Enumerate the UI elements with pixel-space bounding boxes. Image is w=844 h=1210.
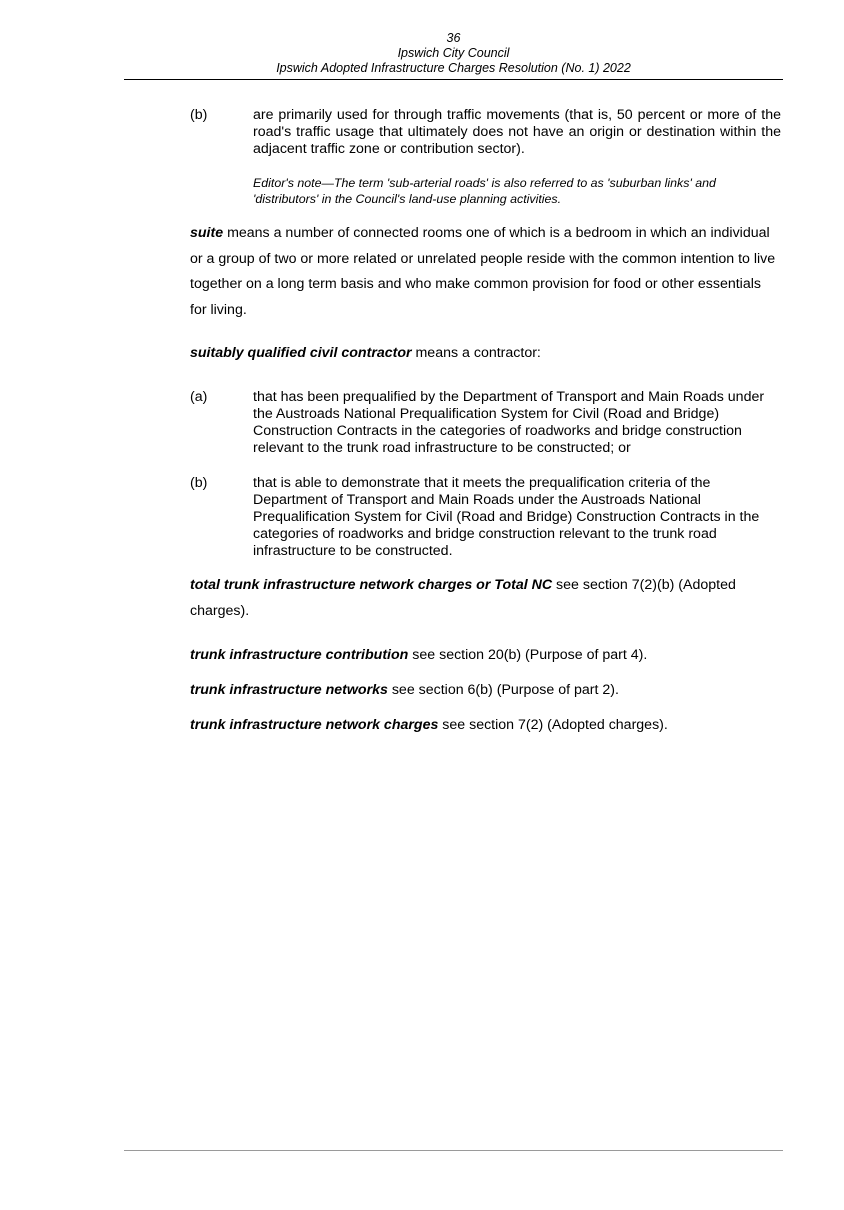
item-text: that has been prequalified by the Department of Transport and Main Roads under the Austroads National Prequalification System for Civil (Road and Bridge) Construction Contracts in the categories of roadworks and bridge construction relevant to the trunk road infrastructure to be constructed; or bbox=[253, 389, 765, 456]
item-label: (a) bbox=[190, 389, 208, 405]
document-title: Ipswich Adopted Infrastructure Charges Resolution (No. 1) 2022 bbox=[276, 61, 631, 75]
definition-term: trunk infrastructure network charges bbox=[190, 717, 439, 733]
definition-trunk-infrastructure-networks bbox=[190, 682, 780, 699]
editors-note: Editor's note—The term 'sub-arterial roads' is also referred to as 'suburban links' and 'distributors' in the Council's land-use planning activities. bbox=[253, 176, 716, 206]
definition-text: means a contractor: bbox=[411, 345, 541, 361]
definition-text: means a number of connected rooms one of which is a bedroom in which an individual or a group of two or more related or unrelated people reside with the common intention to live together on a long term basis and who make common provision for food or other essentials for living. bbox=[190, 225, 776, 318]
item-text: that is able to demonstrate that it meets the prequalification criteria of the Department of Transport and Main Roads under the Austroads National Prequalification System for Civil (Road and Bridge) Construction Contracts in the categories of roadworks and bridge construction relevant to the trunk road infrastructure to be constructed. bbox=[253, 475, 760, 559]
item-label: (b) bbox=[190, 107, 208, 123]
definition-suitably-qualified-civil-contractor bbox=[190, 345, 780, 362]
header-rule bbox=[124, 79, 783, 80]
definition-text: see section 7(2)(b) (Adopted charges). bbox=[190, 577, 736, 619]
definition-trunk-infrastructure-network-charges bbox=[190, 717, 780, 734]
definition-term: total trunk infrastructure network charges or Total NC bbox=[190, 577, 553, 593]
item-text: are primarily used for through traffic movements (that is, 50 percent or more of the road's traffic usage that ultimately does not have an origin or destination within the adjacent traffic zone or contribution sector). bbox=[253, 107, 781, 157]
council-name: Ipswich City Council bbox=[397, 46, 510, 60]
definition-term: suite bbox=[190, 225, 224, 241]
item-label: (b) bbox=[190, 475, 208, 491]
definition-trunk-infrastructure-contribution bbox=[190, 647, 780, 664]
definition-suite bbox=[190, 221, 780, 323]
page-number: 36 bbox=[446, 31, 461, 45]
definition-total-nc bbox=[190, 573, 780, 624]
page-header bbox=[124, 31, 783, 76]
definition-term: suitably qualified civil contractor bbox=[190, 345, 412, 361]
definition-text: see section 20(b) (Purpose of part 4). bbox=[408, 647, 648, 663]
definition-term: trunk infrastructure networks bbox=[190, 682, 388, 698]
footer-rule bbox=[124, 1150, 783, 1151]
definition-term: trunk infrastructure contribution bbox=[190, 647, 409, 663]
definition-text: see section 7(2) (Adopted charges). bbox=[438, 717, 668, 733]
definition-text: see section 6(b) (Purpose of part 2). bbox=[387, 682, 619, 698]
